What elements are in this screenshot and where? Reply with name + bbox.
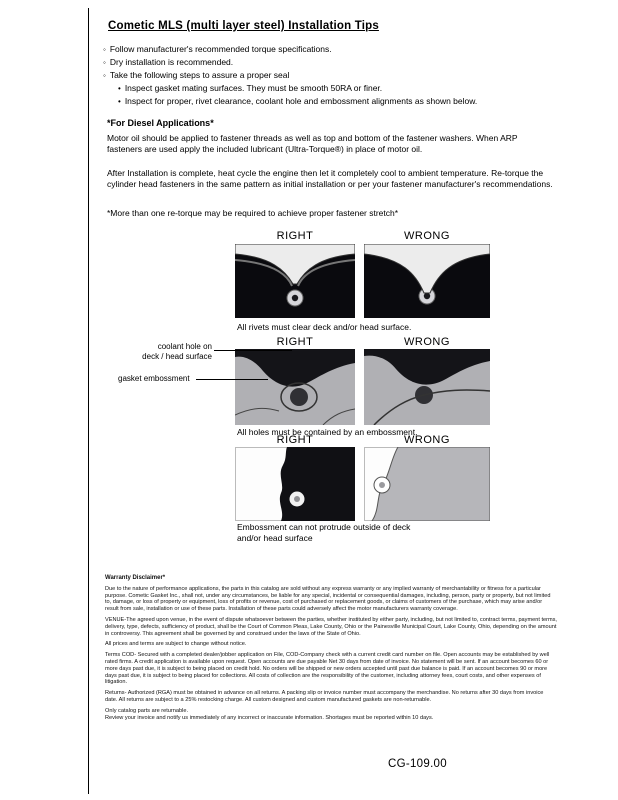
disclaimer-paragraph: Returns- Authorized (RGA) must be obtained in advance on all returns. A packing slip or invoice number must accompany the merchandise. No returns after 30 days from invoice date. All returns are subject to a 25% restocking charge. All custom designed and custom manufactured gaskets are non-returnable.: [105, 690, 544, 703]
coolant-hole-callout-line1: coolant hole on: [157, 342, 212, 351]
disclaimer-paragraph: Due to the nature of performance applications, the parts in this catalog are sold without any express warranty or any implied warranty of merchantability or fitness for a particular purpose. Cometic Gasket Inc., shall not, under any circumstances, be liable for any special, incidental or consequential damages, including, person, party or property, but not limited to, damage, or loss of property or equipment, loss of profits or revenue, cost of purchased or replacement goods, or claims of customers of the purchase, which may arise and/or result from sale, installation or use of these parts. Installation of these parts could adversely affect the motor manufacturers warranty coverage.: [105, 585, 551, 613]
retorque-note: *More than one re-torque may be required to achieve proper fastener stretch*: [107, 208, 399, 218]
embossment-caption: [237, 522, 410, 543]
disclaimer-paragraph: Review your invoice and notify us immediately of any incorrect or inaccurate information. Shortages must be reported within 10 days.: [105, 714, 434, 721]
coolant-hole-callout: [130, 342, 212, 361]
row1-right-label: RIGHT: [276, 230, 314, 242]
row3-right-label: RIGHT: [276, 434, 314, 446]
embossment-caption-line2: and/or head surface: [237, 532, 313, 543]
row2-right-label: RIGHT: [276, 336, 314, 348]
coolant-hole-callout-line2: deck / head surface: [142, 351, 212, 361]
tips-list: [103, 43, 563, 108]
rivet-right-diagram: [235, 244, 355, 318]
embossment-callout-line: [196, 379, 268, 380]
gasket-embossment-callout: gasket embossment: [118, 374, 190, 383]
page-title: Cometic MLS (multi layer steel) Installation Tips: [108, 20, 379, 32]
rivet-caption: All rivets must clear deck and/or head surface.: [237, 322, 412, 332]
hole-wrong-diagram: [364, 349, 490, 425]
row3-wrong-label: WRONG: [404, 434, 450, 446]
embossment-caption-line1: Embossment can not protrude outside of deck: [237, 522, 411, 532]
list-item: • Inspect gasket mating surfaces. They must be smooth 50RA or finer.: [118, 82, 563, 95]
diesel-applications-heading: *For Diesel Applications*: [107, 118, 214, 128]
list-item: ◦ Dry installation is recommended.: [103, 56, 563, 69]
diesel-paragraph-2: After Installation is complete, heat cycle the engine then let it completely cool to ambient temperature. Re-torque the cylinder head fasteners in the same pattern as initial installation or per your fastener manufacturer's recommendations.: [107, 168, 553, 189]
list-item: • Inspect for proper, rivet clearance, coolant hole and embossment alignments as shown below.: [118, 95, 563, 108]
row1-wrong-label: WRONG: [404, 230, 450, 242]
diesel-paragraph-1: Motor oil should be applied to fastener threads as well as top and bottom of the fastener washers. When ARP fasteners are used apply the included lubricant (Ultra-Torque®) in place of motor oil.: [107, 133, 518, 154]
catalog-page-code: CG-109.00: [388, 758, 447, 770]
holes-caption: All holes must be contained by an embossment.: [237, 427, 418, 437]
disclaimer-paragraph: VENUE-The agreed upon venue, in the event of dispute whatsoever between the parties, whether instituted by either party, including, but not limited to, contract terms, payment terms, delivery, type, defects, sufficiency of product, shall be the Court of Common Pleas, Lake County, Ohio or the Painesville Municipal Court, Lake County, Ohio, depending on the amount in controversy. This agreement shall be governed by and construed under the laws of the State of Ohio.: [105, 616, 557, 637]
embossment-right-diagram: [235, 447, 355, 521]
disclaimer-paragraph: All prices and terms are subject to change without notice.: [105, 641, 247, 648]
rivet-wrong-diagram: [364, 244, 490, 318]
coolant-callout-line: [214, 350, 292, 351]
disclaimer-paragraph: Only catalog parts are returnable.: [105, 707, 189, 714]
list-item: ◦ Take the following steps to assure a proper seal: [103, 69, 563, 82]
embossment-wrong-diagram: [364, 447, 490, 521]
disclaimer-paragraph: Terms COD- Secured with a completed dealer/jobber application on File, COD-Company check with a current credit card number on file. Open accounts may be established by well rated firms. A credit application is available upon request. Open accounts are due payable Net 30 days from date of invoice. No statement will be sent. If an account becomes 60 or more days past due, it is subject to being placed on credit hold. No orders will be shipped or new orders accepted until past due balance is paid. If an account becomes 90 or more days past due, it is subject to being placed for collections. All costs of collection are the responsibility of the customer, including attorney fees, court costs, and other expenses of litigation.: [105, 652, 550, 686]
hole-right-diagram: [235, 349, 355, 425]
left-margin-rule: [88, 8, 89, 794]
warranty-disclaimer: [105, 575, 557, 725]
row2-wrong-label: WRONG: [404, 336, 450, 348]
disclaimer-heading: Warranty Disclaimer*: [105, 575, 166, 581]
list-item: ◦ Follow manufacturer's recommended torque specifications.: [103, 43, 563, 56]
